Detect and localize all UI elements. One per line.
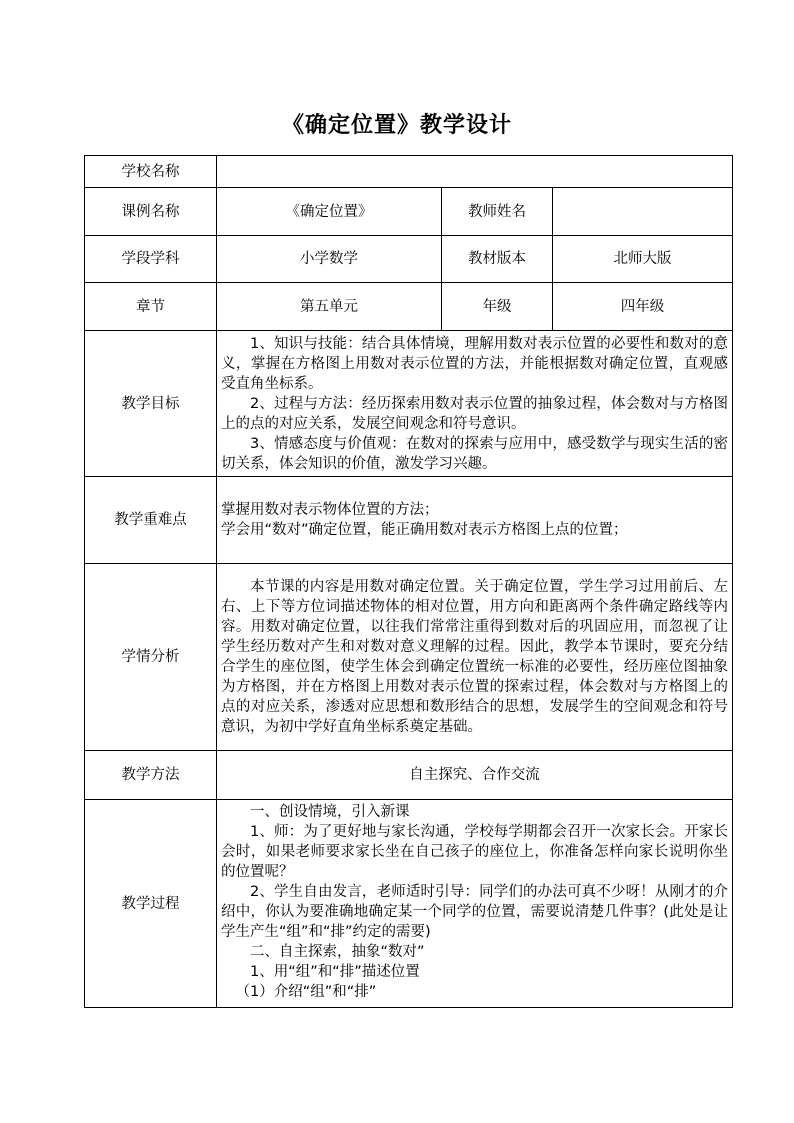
subject-value: 小学数学 xyxy=(217,236,442,283)
goal-attitude: 3、情感态度与价值观：在数对的探索与应用中，感受数学与现实生活的密切关系，体会知识的价值，激发学习兴趣。 xyxy=(221,435,728,472)
goal-process: 2、过程与方法：经历探索用数对表示位置的抽象过程，体会数对与方格图上的点的对应关系，发展空间观念和符号意识。 xyxy=(221,395,728,432)
row-analysis xyxy=(85,564,733,751)
row-process xyxy=(85,800,733,1008)
analysis-content xyxy=(217,564,733,751)
process-label: 教学过程 xyxy=(85,800,217,1008)
goal-knowledge: 1、知识与技能：结合具体情境，理解用数对表示位置的必要性和数对的意义，掌握在方格图上用数对表示位置的方法，并能根据数对确定位置，直观感受直角坐标系。 xyxy=(221,335,728,392)
edition-value: 北师大版 xyxy=(553,236,733,283)
chapter-value: 第五单元 xyxy=(217,283,442,331)
row-goals xyxy=(85,331,733,477)
grade-value: 四年级 xyxy=(553,283,733,331)
goals-label: 教学目标 xyxy=(85,331,217,477)
key-points-content xyxy=(217,477,733,564)
key-points-label: 教学重难点 xyxy=(85,477,217,564)
subject-label: 学段学科 xyxy=(85,236,217,283)
edition-label: 教材版本 xyxy=(442,236,553,283)
goals-content xyxy=(217,331,733,477)
key-point-line: 掌握用数对表示物体位置的方法； xyxy=(221,502,439,518)
process-content xyxy=(217,800,733,1008)
chapter-label: 章节 xyxy=(85,283,217,331)
process-step: 1、用“组”和“排”描述位置 xyxy=(250,964,420,980)
process-step: 1、师：为了更好地与家长沟通，学校每学期都会召开一次家长会。开家长会时，如果老师要求家长坐在自己孩子的座位上，你准备怎样向家长说明你坐的位置呢？ xyxy=(221,824,728,880)
row-subject xyxy=(85,236,733,283)
method-value: 自主探究、合作交流 xyxy=(217,751,733,800)
teacher-name-value xyxy=(553,188,733,236)
method-label: 教学方法 xyxy=(85,751,217,800)
process-section-2: 二、自主探索，抽象“数对” xyxy=(250,944,425,960)
row-method xyxy=(85,751,733,800)
grade-label: 年级 xyxy=(442,283,553,331)
page-title: 《确定位置》教学设计 xyxy=(281,112,512,138)
row-lesson xyxy=(85,188,733,236)
row-school xyxy=(85,156,733,188)
process-section-1: 一、创设情境，引入新课 xyxy=(250,804,410,820)
school-name-value xyxy=(217,156,733,188)
process-substep: （1）介绍“组”和“排” xyxy=(235,984,377,1000)
key-point-line: 学会用“数对”确定位置，能正确用数对表示方格图上点的位置； xyxy=(221,522,628,538)
analysis-text: 本节课的内容是用数对确定位置。关于确定位置，学生学习过用前后、左右、上下等方位词描述物体的相对位置，用方向和距离两个条件确定路线等内容。用数对确定位置，以往我们常常注重得到数对后的巩固应用，而忽视了让学生经历数对产生和对数对意义理解的过程。因此，教学本节课时，要充分结合学生的座位图，使学生体会到确定位置统一标准的必要性，经历座位图抽象为方格图，并在方格图上用数对表示位置的探索过程，体会数对与方格图上的点的对应关系，渗透对应思想和数形结合的思想，发展学生的空间观念和符号意识，为初中学好直角坐标系奠定基础。 xyxy=(221,579,728,735)
lesson-plan-table xyxy=(84,155,733,1008)
lesson-name-label: 课例名称 xyxy=(85,188,217,236)
process-step: 2、学生自由发言，老师适时引导：同学们的办法可真不少呀！从刚才的介绍中，你认为要准确地确定某一个同学的位置，需要说清楚几件事？(此处是让学生产生“组”和“排”约定的需要) xyxy=(221,884,728,940)
lesson-name-value: 《确定位置》 xyxy=(217,188,442,236)
school-name-label: 学校名称 xyxy=(85,156,217,188)
analysis-label: 学情分析 xyxy=(85,564,217,751)
teacher-name-label: 教师姓名 xyxy=(442,188,553,236)
row-key-points xyxy=(85,477,733,564)
row-chapter xyxy=(85,283,733,331)
